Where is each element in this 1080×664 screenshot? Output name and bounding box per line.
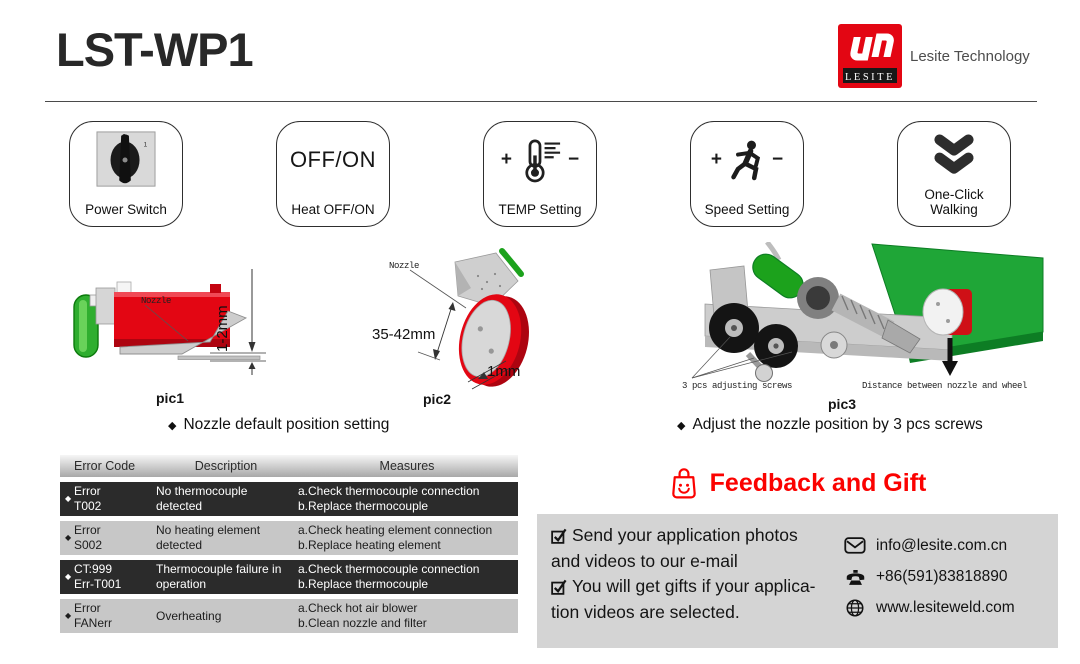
feedback-text: Send your application photos and videos to our e-mail You will get gifts if your applica- tion videos are selected. [551, 525, 816, 622]
pic1-nozzle-label: Nozzle [141, 296, 172, 306]
col-header-description: Description [194, 459, 258, 473]
table-row: ◆ CT:999 Err-T001 Thermocouple failure in operation a.Check thermocouple connection b.Replace thermocouple [60, 560, 518, 594]
feature-label: Speed Setting [704, 202, 790, 217]
diamond-bullet: ◆ [168, 419, 177, 432]
thermometer-icon [519, 137, 561, 183]
pic2-nozzle-label: Nozzle [389, 261, 420, 271]
diamond-bullet: ◆ [65, 572, 72, 581]
globe-icon [846, 599, 864, 617]
note-nozzle-default: ◆ Nozzle default position setting [168, 416, 390, 433]
pic3-distance-annotation: Distance between nozzle and wheel [862, 381, 1028, 391]
note-adjust-nozzle: ◆ Adjust the nozzle position by 3 pcs screws [677, 416, 983, 433]
contact-website: www.lesiteweld.com [843, 597, 1015, 618]
pic3-illustration [650, 242, 1045, 387]
double-chevron-down-icon [929, 134, 979, 176]
plus-sign: + [710, 149, 722, 170]
table-row: ◆ Error FANerr Overheating a.Check hot air blower b.Clean nozzle and filter [60, 599, 518, 633]
feature-temp-setting [483, 121, 597, 227]
plus-sign: + [500, 149, 512, 170]
feature-label: Power Switch [85, 202, 167, 217]
pic2-dimension-width: 35-42mm [372, 326, 436, 343]
checkbox-icon [551, 579, 567, 595]
error-code-table [60, 455, 518, 633]
lesite-logo-icon [838, 24, 902, 88]
col-header-measures: Measures [379, 459, 435, 473]
diamond-bullet: ◆ [65, 494, 72, 503]
email-icon [844, 537, 866, 554]
page-title: LST-WP1 [56, 23, 253, 76]
pic1-dimension: 1-2mm [214, 305, 231, 352]
svg-text:1: 1 [143, 141, 148, 149]
phone-icon [845, 569, 866, 585]
feature-label: TEMP Setting [498, 202, 582, 217]
table-header-row [60, 455, 518, 477]
feature-label: Heat OFF/ON [291, 202, 375, 217]
feature-power-switch [69, 121, 183, 227]
col-header-error-code: Error Code [74, 459, 136, 473]
contact-phone: +86(591)83818890 [843, 566, 1015, 587]
pic3-caption: pic3 [828, 396, 857, 412]
feature-one-click-walking [897, 121, 1011, 227]
diamond-bullet: ◆ [65, 533, 72, 542]
header-divider [45, 101, 1037, 102]
pic1-caption: pic1 [156, 390, 185, 406]
minus-sign: − [772, 149, 784, 170]
gift-bag-icon [669, 466, 699, 500]
feature-heat-off-on [276, 121, 390, 227]
table-row: ◆ Error T002 No thermocouple detected a.Check thermocouple connection b.Replace thermocouple [60, 482, 518, 516]
contact-list [843, 535, 1015, 618]
feedback-panel [537, 514, 1058, 648]
pic1-illustration [60, 255, 270, 395]
diamond-bullet: ◆ [65, 611, 72, 620]
pic3-screws-annotation: 3 pcs adjusting screws [682, 381, 793, 391]
running-person-icon [729, 139, 765, 181]
pic2-caption: pic2 [423, 391, 452, 407]
rotary-switch-icon [95, 130, 157, 190]
contact-email: info@lesite.com.cn [843, 535, 1015, 556]
off-on-text: OFF/ON [289, 147, 377, 172]
feedback-title: Feedback and Gift [709, 468, 927, 497]
feedback-title-block [537, 462, 1058, 504]
brand-name: Lesite Technology [910, 48, 1030, 65]
table-row: ◆ Error S002 No heating element detected a.Check heating element connection b.Replace heating element [60, 521, 518, 555]
diamond-bullet: ◆ [677, 419, 686, 432]
lesite-logo [838, 24, 902, 88]
feature-speed-setting [690, 121, 804, 227]
logo-wordmark: LESITE [845, 72, 895, 83]
minus-sign: − [568, 149, 580, 170]
feature-label: One-Click Walking [924, 187, 984, 217]
pic2-dimension-edge: 1mm [487, 363, 521, 380]
checkbox-icon [551, 528, 567, 544]
